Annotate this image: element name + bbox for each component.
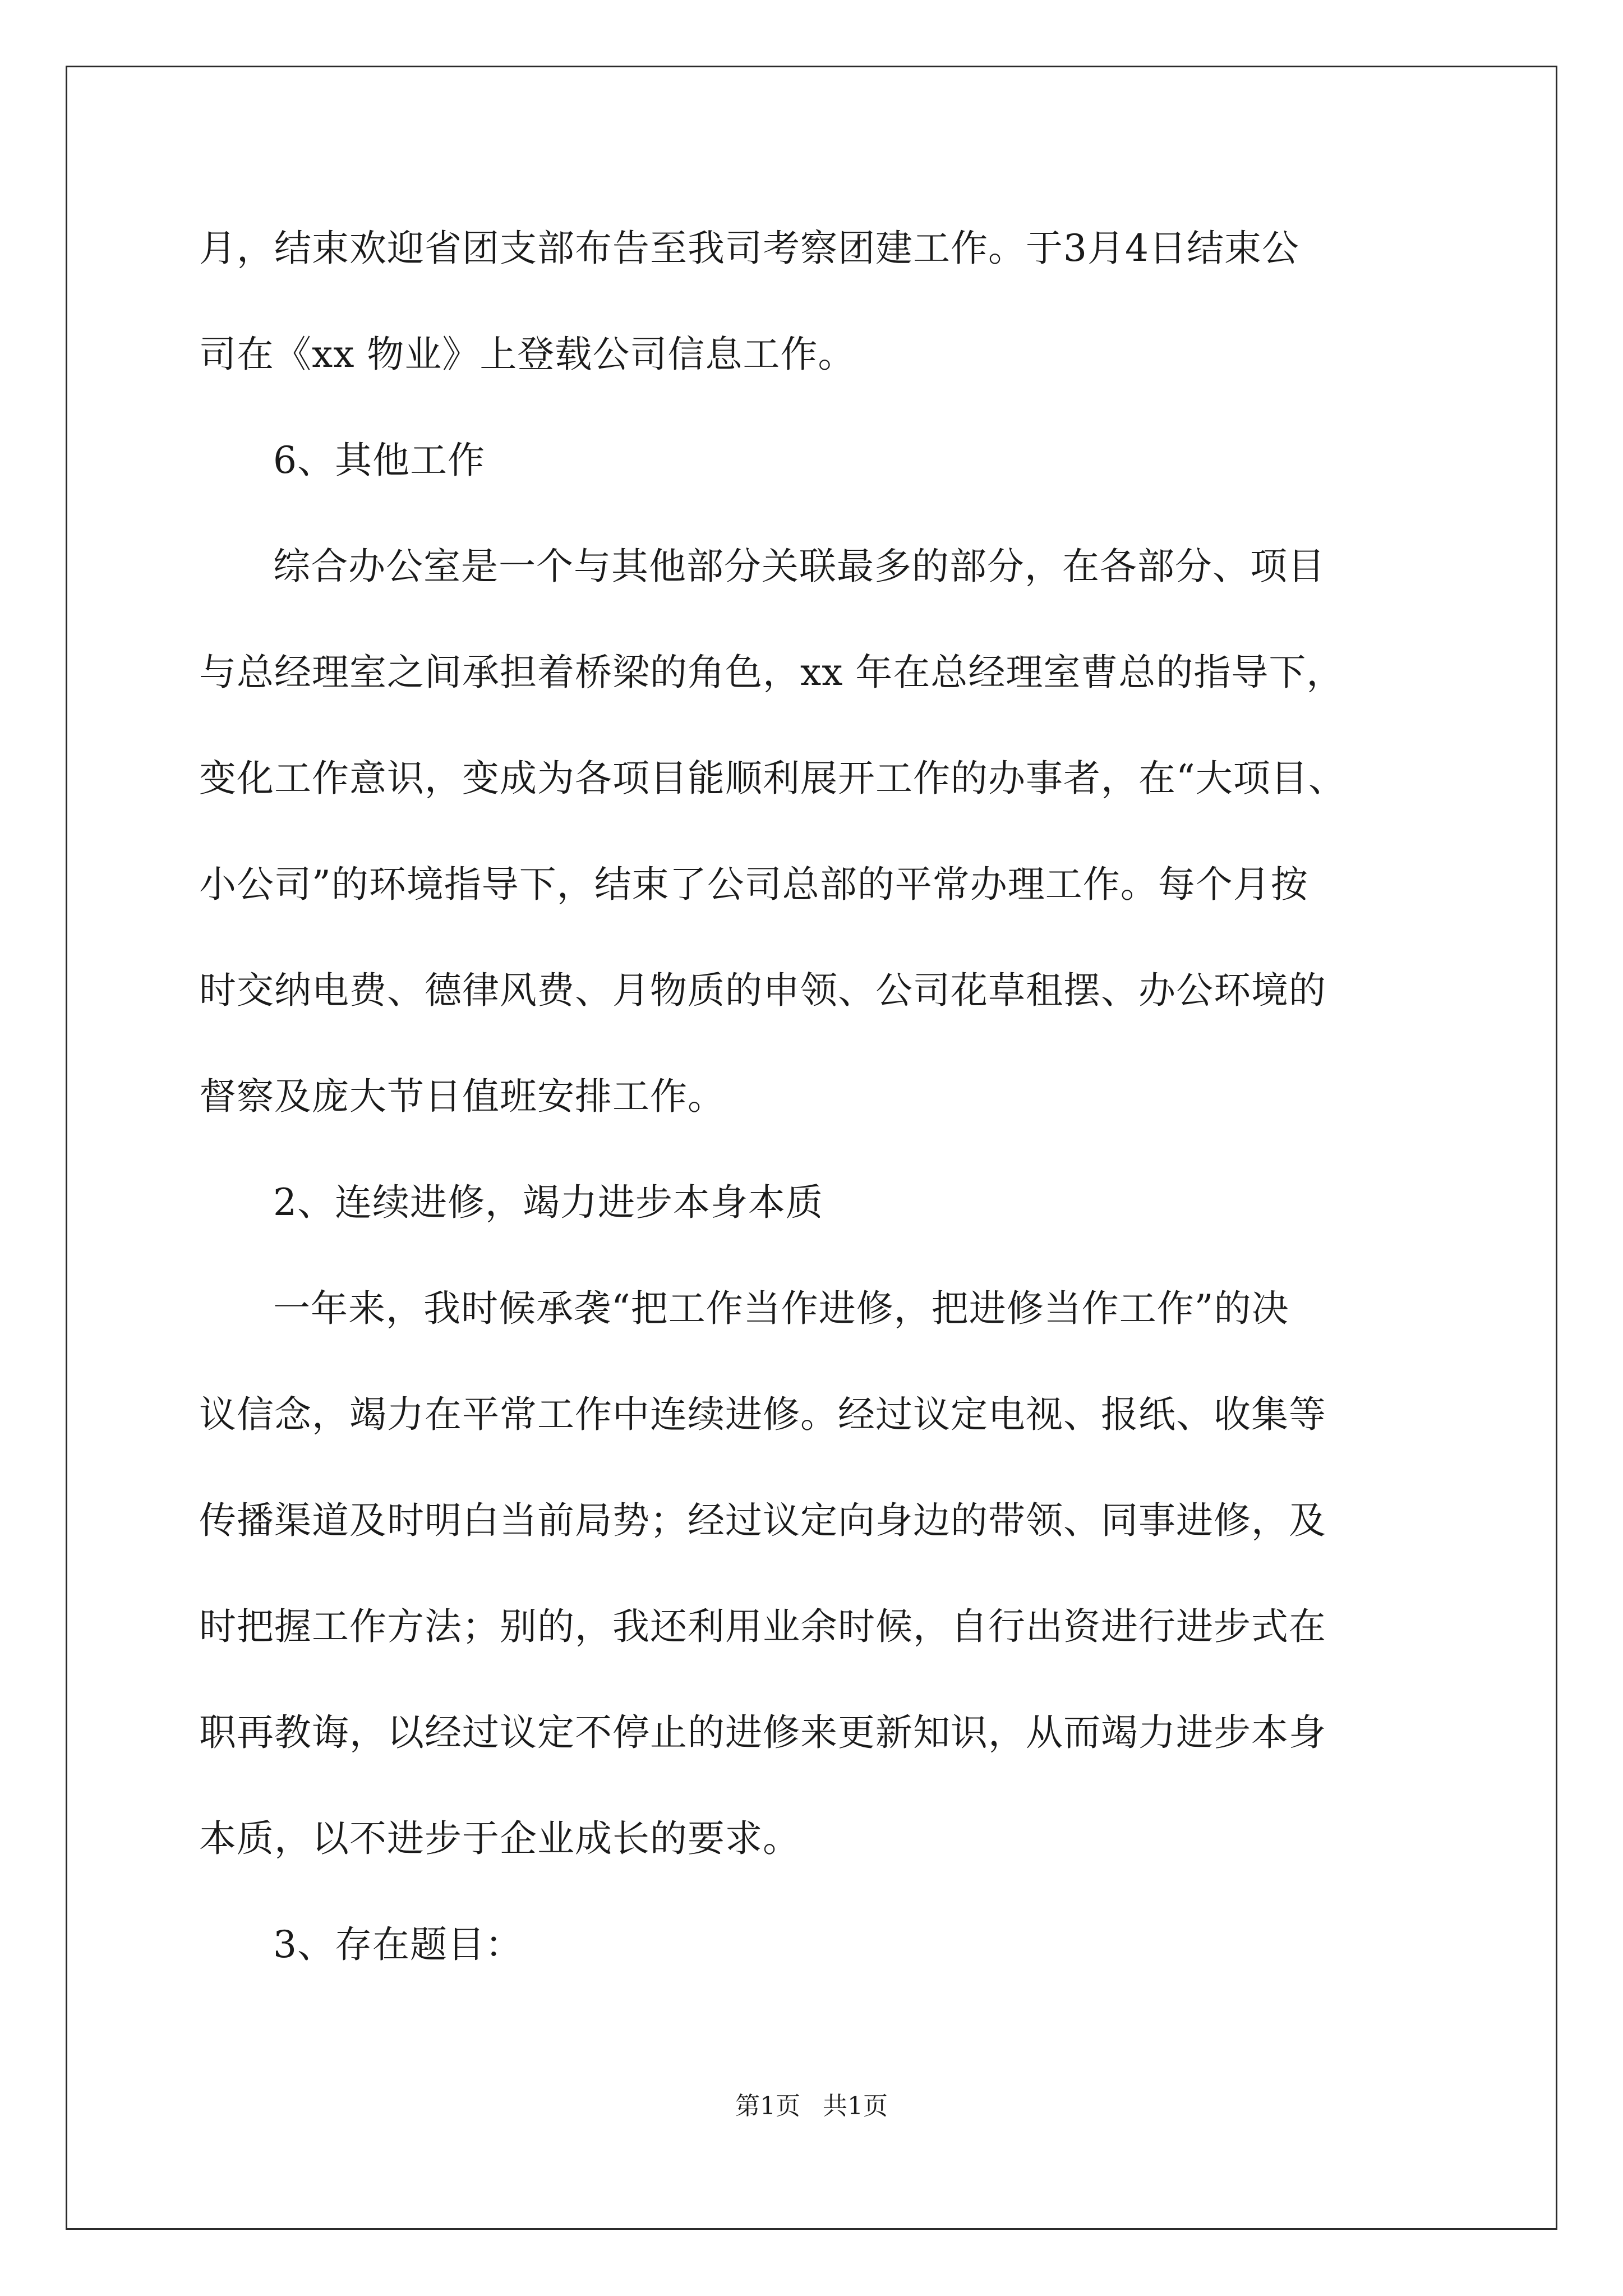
text-line: 一年来，我时候承袭“把工作当作进修，把进修当作工作”的决: [273, 1287, 1289, 1330]
text-line: 司在《xx 物业》上登载公司信息工作。: [199, 333, 856, 376]
text-line: 时交纳电费、德律风费、月物质的申领、公司花草租摆、办公环境的: [199, 969, 1326, 1012]
text-line: 议信念，竭力在平常工作中连续进修。经过议定电视、报纸、收集等: [199, 1393, 1326, 1436]
text-line: 职再教诲，以经过议定不停止的进修来更新知识，从而竭力进步本身: [199, 1711, 1326, 1754]
text-line: 传播渠道及时明白当前局势；经过议定向身边的带领、同事进修，及: [199, 1499, 1326, 1542]
text-line: 小公司”的环境指导下，结束了公司总部的平常办理工作。每个月按: [199, 863, 1308, 906]
text-line: 月，结束欢迎省团支部布告至我司考察团建工作。于3月4日结束公: [199, 227, 1299, 270]
text-line: 变化工作意识，变成为各项目能顺利展开工作的办事者，在“大项目、: [199, 757, 1346, 800]
text-line: 本质，以不进步于企业成长的要求。: [199, 1817, 800, 1860]
text-line: 督察及庞大节日值班安排工作。: [199, 1075, 725, 1118]
section-heading-continuous-learning: 2、连续进修，竭力进步本身本质: [273, 1181, 823, 1224]
section-heading-other-work: 6、其他工作: [273, 439, 485, 482]
text-line: 综合办公室是一个与其他部分关联最多的部分，在各部分、项目: [273, 545, 1325, 588]
section-heading-problems: 3、存在题目：: [273, 1923, 523, 1966]
page-footer: [0, 2094, 1623, 2119]
page-border: [66, 66, 1557, 2230]
page-total: 共1页: [823, 2092, 888, 2120]
page-number: 第1页: [735, 2092, 800, 2120]
text-line: 与总经理室之间承担着桥梁的角色，xx 年在总经理室曹总的指导下，: [199, 651, 1344, 694]
text-line: 时把握工作方法；别的，我还利用业余时候，自行出资进行进步式在: [199, 1605, 1326, 1648]
